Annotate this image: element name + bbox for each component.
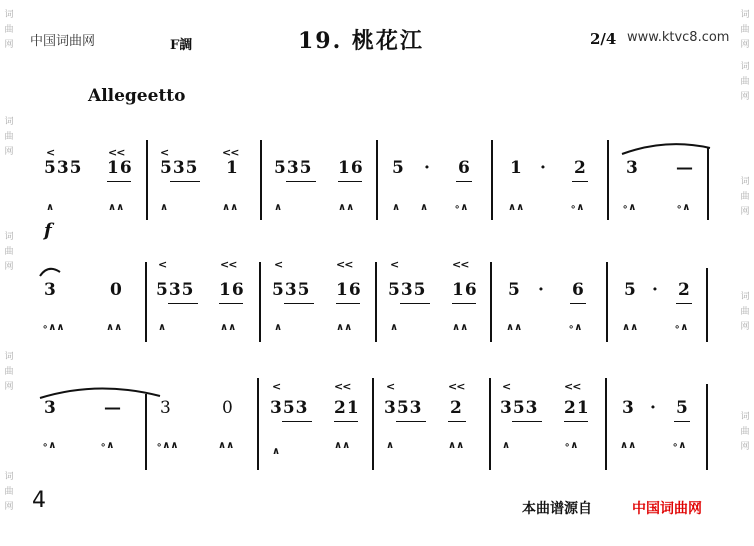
tempo-marking: Allegeetto xyxy=(88,86,186,106)
song-title: 19. 桃花江 xyxy=(298,28,424,54)
bowing-mark: ∧∧ xyxy=(336,322,353,333)
note-group: 16 xyxy=(219,280,245,300)
bowing-mark: ∧ xyxy=(502,440,511,451)
bowing-mark: ∧∧ xyxy=(106,322,123,333)
note-group: 16 xyxy=(107,158,133,178)
bowing-mark: ∘∧ xyxy=(674,322,689,333)
side-watermark-right-2: 词曲网 xyxy=(740,62,750,102)
note: 5 xyxy=(392,158,405,178)
bowing-mark: ∧∧ xyxy=(452,322,469,333)
dot-extension: · xyxy=(540,158,547,178)
side-watermark-right-4: 词曲网 xyxy=(740,292,750,332)
bowing-mark: ∘∧∧ xyxy=(156,440,179,451)
rest: 0 xyxy=(222,398,234,418)
note-group: 16 xyxy=(336,280,362,300)
bowing-mark: ∘∧ xyxy=(570,202,585,213)
bowing-mark: ∧ xyxy=(392,202,401,213)
accent-mark: << xyxy=(564,380,581,393)
bowing-mark: ∘∧ xyxy=(100,440,115,451)
accent-mark: < xyxy=(272,380,281,393)
side-watermark-left-1: 词曲网 xyxy=(4,10,14,50)
bowing-mark: ∧∧ xyxy=(622,322,639,333)
source-label: 本曲谱源自 xyxy=(522,501,592,517)
brand-link[interactable]: 中国词曲网 xyxy=(632,501,702,517)
bowing-mark: ∧ xyxy=(420,202,429,213)
bowing-mark: ∧∧ xyxy=(222,202,239,213)
accent-mark: << xyxy=(220,258,237,271)
note: 3 xyxy=(44,398,57,418)
note-group: 535 xyxy=(274,158,313,178)
dot-extension: · xyxy=(538,280,545,300)
note: 3 xyxy=(622,398,635,418)
dynamic-marking: f xyxy=(44,220,52,241)
note-group: 1 xyxy=(226,158,239,178)
bowing-mark: ∧ xyxy=(390,322,399,333)
bowing-mark: ∧∧ xyxy=(220,322,237,333)
key-signature: F調 xyxy=(170,38,193,53)
bowing-mark: ∧ xyxy=(274,322,283,333)
accent-mark: << xyxy=(452,258,469,271)
bowing-mark: ∧∧ xyxy=(508,202,525,213)
accent-mark: << xyxy=(108,146,125,159)
accent-mark: < xyxy=(274,258,283,271)
accent-mark: < xyxy=(386,380,395,393)
accent-mark: << xyxy=(222,146,239,159)
bowing-mark: ∧ xyxy=(274,202,283,213)
bowing-mark: ∘∧ xyxy=(676,202,691,213)
note: 5 xyxy=(676,398,689,418)
note-group: 353 xyxy=(384,398,423,418)
bowing-mark: ∘∧ xyxy=(454,202,469,213)
bowing-mark: ∧ xyxy=(158,322,167,333)
note: 2 xyxy=(574,158,587,178)
note: 3 xyxy=(626,158,639,178)
time-signature: 2/4 xyxy=(590,30,617,48)
rest: 0 xyxy=(110,280,123,300)
note-group: 535 xyxy=(160,158,199,178)
bowing-mark: ∘∧ xyxy=(564,440,579,451)
bowing-mark: ∧ xyxy=(272,446,281,457)
side-watermark-left-5: 词曲网 xyxy=(4,472,14,512)
dash-extension: — xyxy=(676,158,694,178)
side-watermark-right-1: 词曲网 xyxy=(740,10,750,50)
note: 3 xyxy=(44,280,57,300)
accent-mark: << xyxy=(334,380,351,393)
bowing-mark: ∧∧ xyxy=(448,440,465,451)
accent-mark: < xyxy=(390,258,399,271)
accent-mark: < xyxy=(46,146,55,159)
note-group: 21 xyxy=(564,398,590,418)
note: 2 xyxy=(678,280,691,300)
note-group: 2 xyxy=(450,398,463,418)
note-group: 535 xyxy=(272,280,311,300)
dot-extension: · xyxy=(650,398,657,418)
note: 5 xyxy=(624,280,637,300)
accent-mark: << xyxy=(448,380,465,393)
slur-mark xyxy=(38,264,62,280)
dot-extension: · xyxy=(652,280,659,300)
site-watermark-left: 中国词曲网 xyxy=(30,34,96,49)
bowing-mark: ∧ xyxy=(160,202,169,213)
page-number: 4 xyxy=(32,488,46,513)
note-group: 535 xyxy=(388,280,427,300)
bowing-mark: ∧∧ xyxy=(108,202,125,213)
note: 5 xyxy=(508,280,521,300)
note-group: 353 xyxy=(270,398,309,418)
dot-extension: · xyxy=(424,158,431,178)
side-watermark-left-4: 词曲网 xyxy=(4,352,14,392)
bowing-mark: ∧∧ xyxy=(334,440,351,451)
bowing-mark: ∘∧ xyxy=(622,202,637,213)
bowing-mark: ∧∧ xyxy=(338,202,355,213)
accent-mark: < xyxy=(160,146,169,159)
note: 6 xyxy=(572,280,585,300)
note: 1 xyxy=(510,158,523,178)
bowing-mark: ∘∧ xyxy=(568,322,583,333)
accent-mark: << xyxy=(336,258,353,271)
note-group: 16 xyxy=(452,280,478,300)
side-watermark-right-5: 词曲网 xyxy=(740,412,750,452)
bowing-mark: ∘∧ xyxy=(42,440,57,451)
bowing-mark: ∘∧ xyxy=(672,440,687,451)
dash-extension: — xyxy=(104,398,122,418)
bowing-mark: ∘∧∧ xyxy=(42,322,65,333)
note: 3 xyxy=(160,398,172,418)
note-group: 21 xyxy=(334,398,360,418)
bowing-mark: ∧∧ xyxy=(506,322,523,333)
slur-mark xyxy=(620,138,712,158)
note-group: 16 xyxy=(338,158,364,178)
side-watermark-left-3: 词曲网 xyxy=(4,232,14,272)
bowing-mark: ∧ xyxy=(46,202,55,213)
side-watermark-left-2: 词曲网 xyxy=(4,117,14,157)
bowing-mark: ∧ xyxy=(386,440,395,451)
site-watermark-right: www.ktvc8.com xyxy=(627,30,730,45)
side-watermark-right-3: 词曲网 xyxy=(740,177,750,217)
bowing-mark: ∧∧ xyxy=(218,440,235,451)
note-group: 535 xyxy=(44,158,83,178)
bowing-mark: ∧∧ xyxy=(620,440,637,451)
accent-mark: < xyxy=(158,258,167,271)
accent-mark: < xyxy=(502,380,511,393)
note-group: 353 xyxy=(500,398,539,418)
note-group: 535 xyxy=(156,280,195,300)
note: 6 xyxy=(458,158,471,178)
